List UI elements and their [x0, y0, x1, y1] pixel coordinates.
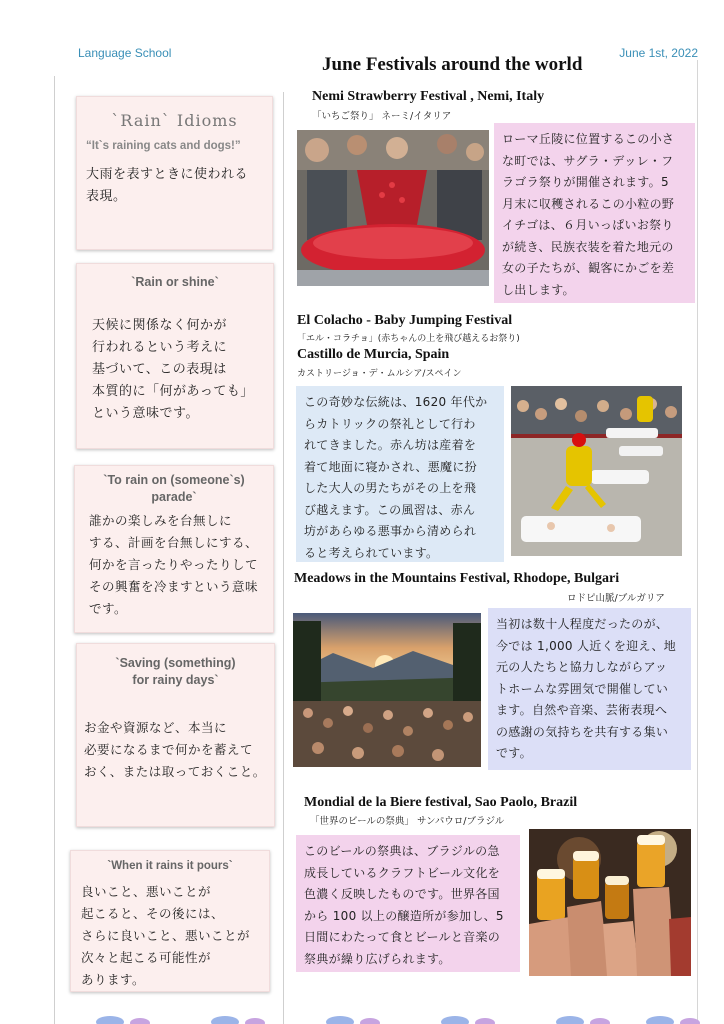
strawberry-festival-description — [494, 123, 695, 303]
description-line: 坊があらゆる悪事から清められ — [304, 524, 477, 538]
idiom-body-line: 表現。 — [86, 189, 127, 204]
festival-subtitle: 「いちご祭り」 ネーミ/イタリア — [312, 111, 452, 122]
baby-jumping-description — [296, 386, 504, 562]
description-line: の感謝の気持ちを共有する集い — [496, 724, 669, 739]
idiom-body-line: 起こると、その後には、 — [81, 906, 225, 921]
description-line: です。 — [496, 746, 532, 760]
description-line: 元の人たちと協力しながらアッ — [496, 660, 668, 674]
idiom-body-line: 天候に関係なく何かが — [92, 318, 228, 333]
description-line: ラゴラ祭りが開催されます。5 — [502, 175, 669, 189]
description-line: な町では、サグラ・デッレ・フ — [502, 153, 674, 168]
issue-date: June 1st, 2022 — [619, 46, 698, 60]
left-divider — [54, 76, 55, 1024]
description-line: び越えます。この風習は、赤ん — [304, 502, 476, 517]
idiom-body-line: その興奮を冷ますという意味 — [89, 579, 259, 594]
description-line: 今では 1,000 人近くを迎え、地 — [496, 638, 677, 653]
festival-subtitle: ロドピ山脈/ブルガリア — [567, 593, 665, 604]
festival-location-subtitle: カストリージョ・デ・ムルシア/スペイン — [297, 369, 462, 379]
idiom-body-line: 良いこと、悪いことが — [81, 884, 212, 899]
description-line: ローマ丘陵に位置するこの小さ — [502, 132, 675, 146]
idiom-card-title: `To rain on (someone`s) — [103, 473, 245, 487]
idiom-card-title: `Rain or shine` — [131, 275, 219, 289]
description-line: れてきました。赤ん坊は産着を — [304, 438, 477, 452]
description-line: 祭典が繰り広げられます。 — [304, 951, 451, 966]
description-line: トホームな雰囲気で開催してい — [496, 681, 669, 696]
idiom-card-title: `Rain` Idioms — [111, 111, 238, 130]
column-divider — [283, 92, 284, 1024]
festival-title: El Colacho - Baby Jumping Festival — [297, 313, 513, 328]
description-line: 着て地面に寝かされ、悪魔に扮 — [304, 459, 477, 474]
idiom-body-line: 基づいて、この表現は — [92, 362, 227, 377]
festival-title: Meadows in the Mountains Festival, Rhodope, Bulgari — [294, 571, 620, 586]
idiom-card-title-cont: for rainy days` — [132, 673, 219, 687]
festival-location: Castillo de Murcia, Spain — [297, 347, 450, 362]
idiom-body-line: 必要になるまで何かを蓄えて — [84, 742, 254, 757]
description-line: から 100 以上の醸造所が参加し、5 — [304, 908, 504, 923]
description-line: 色濃く反映したものです。世界各国 — [304, 887, 500, 901]
school-name: Language School — [78, 46, 172, 60]
idiom-body-line: お金や資源など、本当に — [84, 720, 228, 735]
description-line: らカトリックの祭礼として行わ — [304, 416, 476, 431]
description-line: ると考えられています。 — [304, 545, 439, 560]
idiom-body-line: です。 — [89, 601, 128, 616]
beer-festival-photo — [529, 829, 691, 976]
beer-festival-description — [296, 835, 520, 972]
idiom-body-line: 行われるという考えに — [92, 340, 228, 355]
decorative-border — [0, 1010, 724, 1024]
festival-subtitle: 「世界のビールの祭典」 サンパウロ/ブラジル — [310, 816, 505, 827]
idiom-card-rain-or-shine — [76, 263, 274, 449]
description-line: し出します。 — [502, 282, 575, 297]
idiom-card-when-it-rains — [70, 850, 270, 992]
description-line: 当初は数十人程度だったのが、 — [496, 617, 669, 631]
description-line: ます。自然や音楽、芸術表現へ — [496, 703, 668, 717]
idiom-card-subtitle: “It`s raining cats and dogs!” — [86, 140, 241, 152]
mountain-festival-description — [488, 608, 691, 770]
festival-title: Nemi Strawberry Festival , Nemi, Italy — [312, 89, 545, 104]
idiom-body-line: という意味です。 — [92, 406, 199, 421]
idiom-body-line: おく、または取っておくこと。 — [84, 764, 266, 779]
mountain-festival-photo — [293, 613, 481, 767]
festival-title: Mondial de la Biere festival, Sao Paolo, Brazil — [304, 795, 578, 810]
idiom-card-rain-on-parade — [74, 465, 274, 633]
idiom-card-title-cont: parade` — [151, 490, 197, 504]
description-line: 月末に収穫されるこの小粒の野 — [502, 196, 675, 211]
right-divider — [697, 60, 698, 1024]
page-title: June Festivals around the world — [322, 54, 583, 75]
description-line: この奇妙な伝統は、1620 年代か — [304, 395, 488, 409]
description-line: イチゴは、６月いっぱいお祭り — [502, 218, 674, 232]
idiom-body-line: あります。 — [81, 972, 146, 987]
idiom-body-line: する、計画を台無しにする、 — [89, 535, 259, 550]
description-line: した大人の男たちがその上を飛 — [304, 481, 477, 495]
baby-jumping-photo — [511, 386, 682, 556]
idiom-body-line: 本質的に「何があっても」 — [92, 384, 254, 399]
idiom-body-line: 何かを言ったりやったりして — [89, 557, 259, 572]
description-line: このビールの祭典は、ブラジルの急 — [304, 844, 500, 858]
idiom-body-line: 誰かの楽しみを台無しに — [89, 513, 233, 528]
description-line: 日間にわたって食とビールと音楽の — [304, 930, 501, 944]
idiom-card-title: `Saving (something) — [115, 656, 236, 670]
idiom-card-saving-for-rainy-days — [76, 643, 275, 827]
idiom-card-rain-idioms — [76, 96, 273, 250]
idiom-body-line: 次々と起こる可能性が — [81, 950, 212, 965]
idiom-body-line: 大雨を表すときに使われる — [86, 167, 249, 182]
idiom-card-title: `When it rains it pours` — [107, 860, 233, 872]
strawberry-festival-photo — [297, 130, 489, 286]
description-line: 成長しているクラフトビール文化を — [304, 865, 501, 880]
description-line: が続き、民族衣装を着た地元の — [502, 239, 674, 254]
festival-subtitle: 「エル・コラチョ」(赤ちゃんの上を飛び越えるお祭り) — [297, 334, 520, 344]
description-line: 女の子たちが、観客にかごを差 — [502, 261, 675, 275]
idiom-body-line: さらに良いこと、悪いことが — [81, 928, 251, 943]
